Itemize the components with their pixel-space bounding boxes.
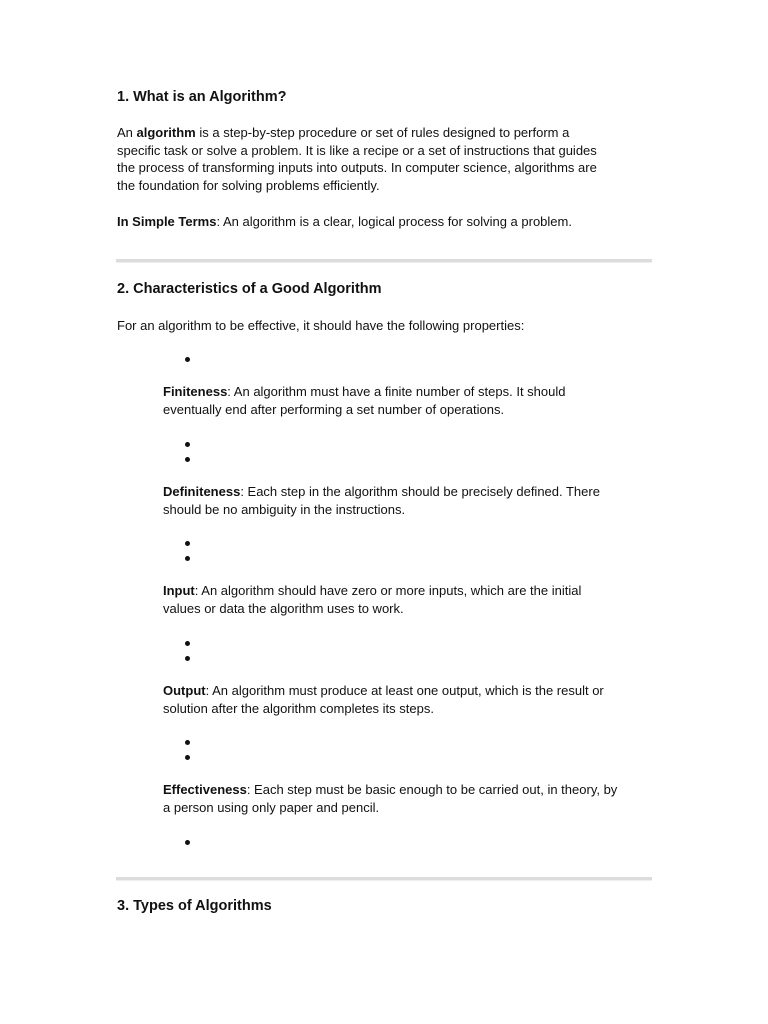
text: : Each step in the algorithm should be precisely defined. There <box>240 484 600 499</box>
text: : An algorithm must have a finite number of steps. It should <box>227 384 566 399</box>
bold-term: algorithm <box>136 125 196 140</box>
simple-terms-paragraph <box>117 213 572 231</box>
section-heading-types: 3. Types of Algorithms <box>117 898 272 914</box>
text: is a step-by-step procedure or set of rules designed to perform a <box>195 125 570 140</box>
bullet-icon <box>185 641 190 646</box>
text: a person using only paper and pencil. <box>163 799 380 815</box>
bullet-icon <box>185 556 190 561</box>
bullet-icon <box>185 457 190 462</box>
text: should be no ambiguity in the instructions. <box>163 501 406 517</box>
text: solution after the algorithm completes its steps. <box>163 700 434 716</box>
bold-term: Finiteness <box>163 384 228 399</box>
horizontal-rule <box>116 877 652 881</box>
text: the foundation for solving problems efficiently. <box>117 177 380 193</box>
bullet-icon <box>185 541 190 546</box>
bullet-icon <box>185 442 190 447</box>
text: eventually end after performing a set number of operations. <box>163 401 505 417</box>
bullet-icon <box>185 740 190 745</box>
property-effectiveness <box>163 781 617 816</box>
bold-term: Effectiveness <box>163 782 247 797</box>
bold-term: In Simple Terms <box>117 214 217 229</box>
property-finiteness <box>163 383 565 418</box>
section-heading-what-is-algorithm: 1. What is an Algorithm? <box>117 89 287 105</box>
bullet-icon <box>185 357 190 362</box>
property-input <box>163 582 581 617</box>
property-output <box>163 682 604 717</box>
text: values or data the algorithm uses to work. <box>163 600 404 616</box>
text: specific task or solve a problem. It is like a recipe or a set of instructions that guides <box>117 142 597 158</box>
bullet-icon <box>185 840 190 845</box>
bold-term: Output <box>163 683 206 698</box>
bullet-icon <box>185 656 190 661</box>
characteristics-intro: For an algorithm to be effective, it should have the following properties: <box>117 318 525 333</box>
bold-term: Input <box>163 583 195 598</box>
property-definiteness <box>163 483 600 518</box>
bold-term: Definiteness <box>163 484 241 499</box>
bullet-icon <box>185 755 190 760</box>
text: : Each step must be basic enough to be carried out, in theory, by <box>246 782 618 797</box>
text: An <box>117 125 137 140</box>
horizontal-rule <box>116 259 652 263</box>
text: : An algorithm is a clear, logical process for solving a problem. <box>216 214 572 229</box>
text: : An algorithm should have zero or more inputs, which are the initial <box>194 583 582 598</box>
text: the process of transforming inputs into outputs. In computer science, algorithms are <box>117 160 597 176</box>
text: : An algorithm must produce at least one output, which is the result or <box>205 683 604 698</box>
definition-paragraph <box>117 124 597 194</box>
section-heading-characteristics: 2. Characteristics of a Good Algorithm <box>117 281 382 297</box>
